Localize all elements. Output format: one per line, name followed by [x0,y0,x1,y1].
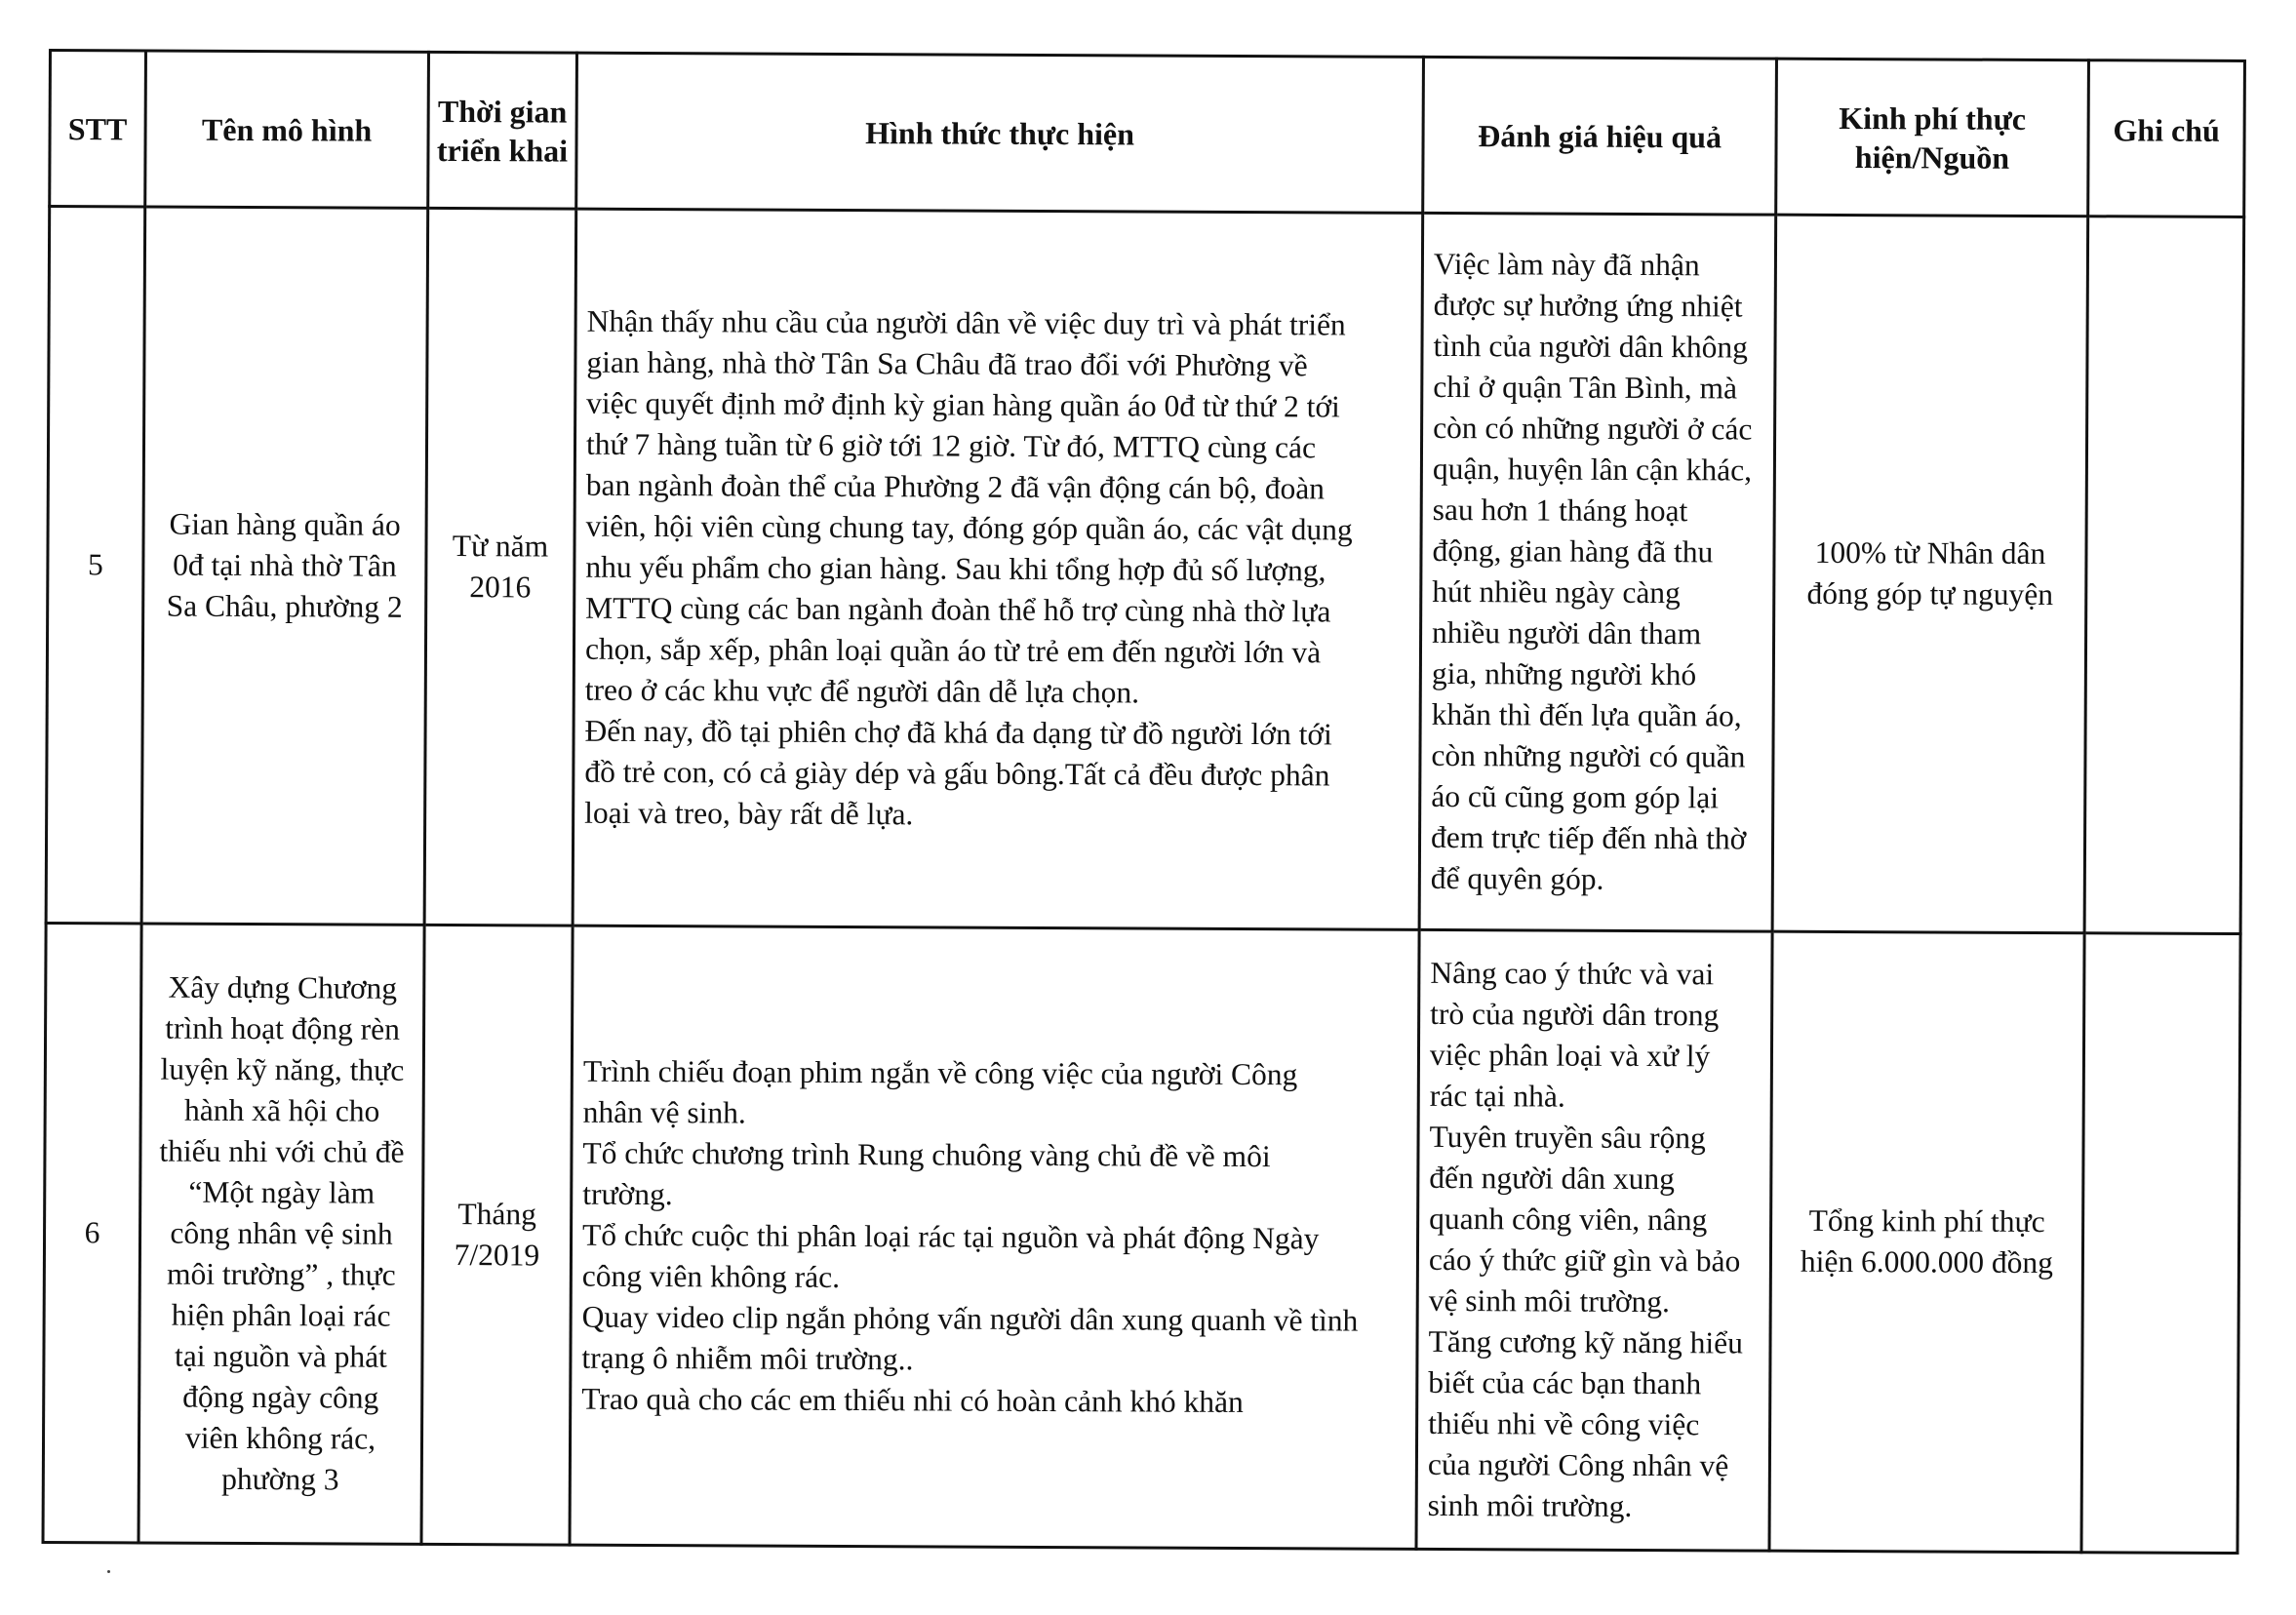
activity-table [42,49,2246,1555]
header-kinh-phi: Kinh phí thực hiện/Nguồn [1776,59,2089,217]
row-ghi-chu [2081,933,2240,1554]
row-thoi-gian: Từ năm 2016 [424,208,576,926]
row-kinh-phi: 100% từ Nhân dân đóng góp tự nguyện [1772,215,2088,933]
header-danh-gia: Đánh giá hiệu quả [1423,57,1777,215]
row-ten-mo-hinh: Xây dựng Chương trình hoạt động rèn luyện kỹ năng, thực hành xã hội cho thiếu nhi với chủ đề “Một ngày làm công nhân vệ sinh môi trường” , thực hiện phân loại rác tại nguồn và phát động ngày công viên không rác, phường 3 [139,924,424,1544]
row-stt: 6 [43,923,141,1542]
row-kinh-phi: Tổng kinh phí thực hiện 6.000.000 đồng [1769,931,2084,1553]
table-row [43,923,2240,1553]
row-hinh-thuc: Trình chiếu đoạn phim ngắn về công việc của người Công nhân vệ sinh. Tổ chức chương trình Rung chuông vàng chủ đề về môi trường. Tổ chức cuộc thi phân loại rác tại nguồn và phát động Ngày công viên không rác. Quay video clip ngắn phỏng vấn người dân xung quanh về tình trạng ô nhiễm môi trường.. Trao quà cho các em thiếu nhi có hoàn cảnh khó khăn [570,926,1419,1549]
row-danh-gia: Việc làm này đã nhận được sự hưởng ứng nhiệt tình của người dân không chỉ ở quận Tân Bình, mà còn có những người ở các quận, huyện lân cận khác, sau hơn 1 tháng hoạt động, gian hàng đã thu hút nhiều ngày càng nhiều người dân tham gia, những người khó khăn thì đến lựa quần áo, còn những người có quần áo cũ cũng gom góp lại đem trực tiếp đến nhà thờ để quyên góp. [1419,213,1776,931]
header-row [50,51,2245,217]
scan-speck [107,1570,110,1573]
header-ghi-chu: Ghi chú [2088,60,2245,217]
row-ghi-chu [2084,217,2244,934]
row-ten-mo-hinh: Gian hàng quần áo 0đ tại nhà thờ Tân Sa Châu, phường 2 [141,207,428,925]
row-hinh-thuc: Nhận thấy nhu cầu của người dân về việc duy trì và phát triển gian hàng, nhà thờ Tân Sa Châu đã trao đổi với Phường về việc quyết định mở định kỳ gian hàng quần áo 0đ từ thứ 2 tới thứ 7 hàng tuần từ 6 giờ tới 12 giờ. Từ đó, MTTQ cùng các ban ngành đoàn thể của Phường 2 đã vận động cán bộ, đoàn viên, hội viên cùng chung tay, đóng góp quần áo, các vật dụng nhu yếu phẩm cho gian hàng. Sau khi tổng hợp đủ số lượng, MTTQ cùng các ban ngành đoàn thể hỗ trợ cùng nhà thờ lựa chọn, sắp xếp, phân loại quần áo từ trẻ em đến người lớn và treo ở các khu vực để người dân dễ lựa chọn. Đến nay, đồ tại phiên chợ đã khá đa dạng từ đồ người lớn tới đồ trẻ con, có cả giày dép và gấu bông.Tất cả đều được phân loại và treo, bày rất dễ lựa. [573,209,1423,929]
header-hinh-thuc: Hình thức thực hiện [576,53,1424,213]
row-thoi-gian: Tháng 7/2019 [421,925,573,1545]
header-ten-mo-hinh: Tên mô hình [145,51,429,208]
row-danh-gia: Nâng cao ý thức và vai trò của người dân trong việc phân loại và xử lý rác tại nhà. Tuyên truyền sâu rộng đến người dân xung quanh công viên, nâng cáo ý thức giữ gìn và bảo vệ sinh môi trường. Tăng cương kỹ năng hiểu biết của các bạn thanh thiếu nhi về công việc của người Công nhân vệ sinh môi trường. [1416,929,1772,1551]
header-stt: STT [50,51,146,207]
table-row [46,207,2244,934]
row-stt: 5 [46,207,145,924]
header-thoi-gian: Thời gian triển khai [428,52,577,209]
